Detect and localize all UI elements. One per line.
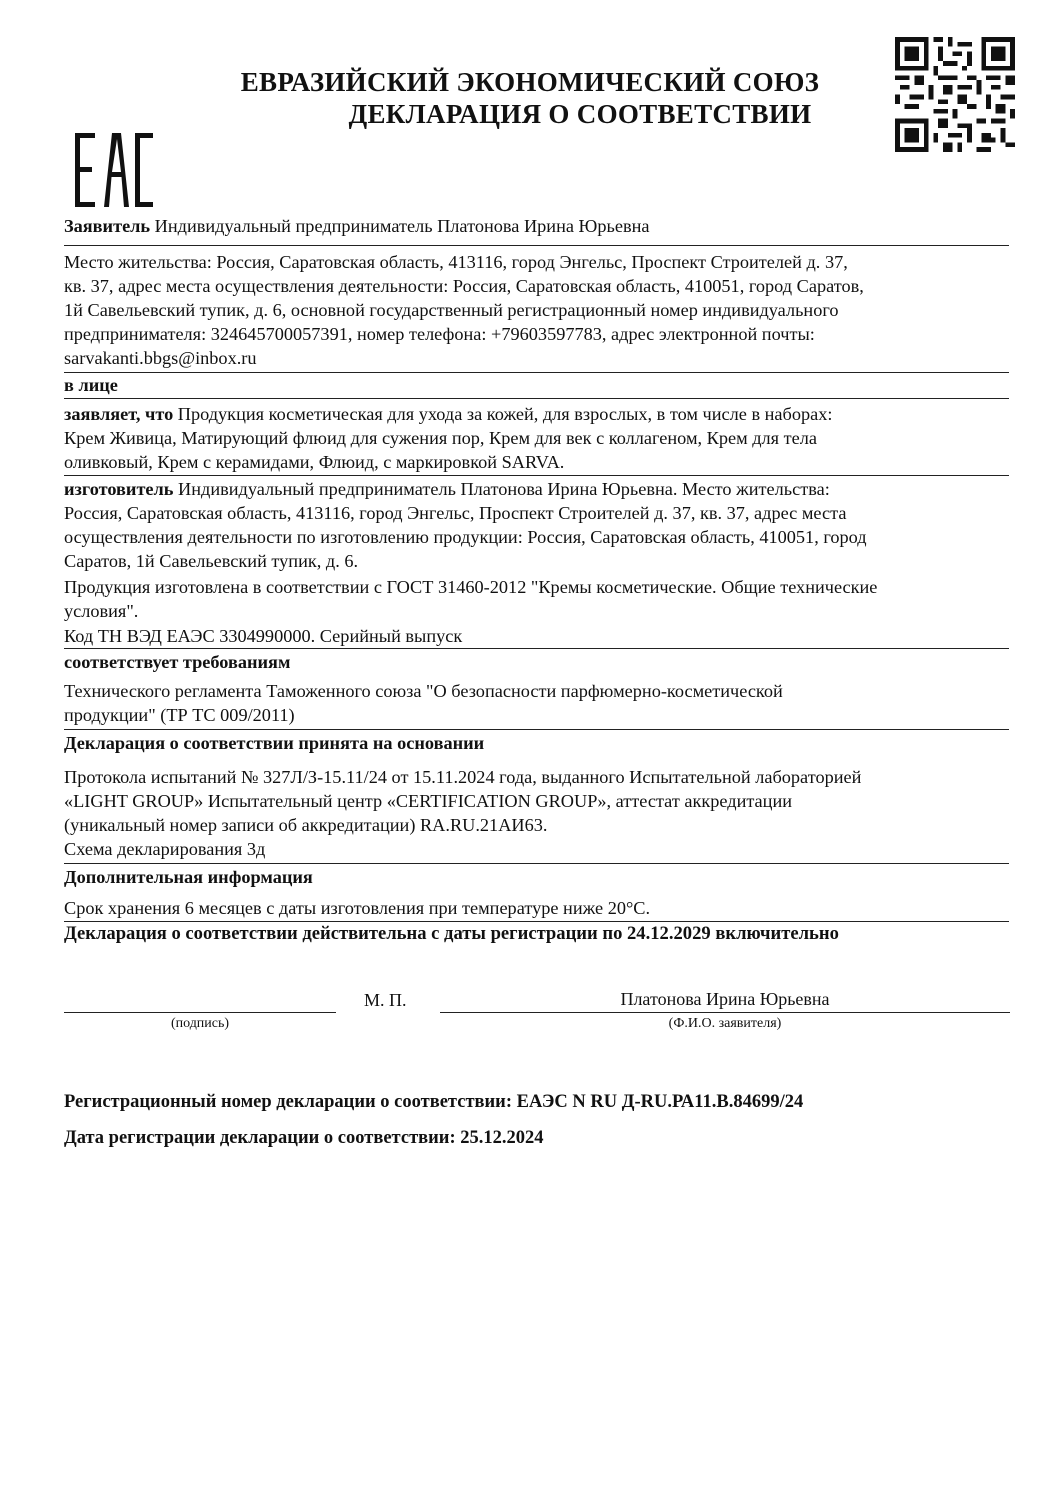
basis-line: (уникальный номер записи об аккредитации) RA.RU.21АИ63.: [64, 815, 548, 835]
union-title: ЕВРАЗИЙСКИЙ ЭКОНОМИЧЕСКИЙ СОЮЗ: [240, 67, 820, 97]
divider: [64, 648, 1009, 649]
manufacturer-line: осуществления деятельности по изготовлению продукции: Россия, Саратовская область, 410051, город: [64, 527, 867, 547]
hs-code: Код ТН ВЭД ЕАЭС 3304990000. Серийный выпуск: [64, 626, 463, 646]
address-line: 1й Савельевский тупик, д. 6, основной государственный регистрационный номер индивидуального: [64, 300, 839, 320]
divider: [64, 863, 1009, 864]
declares-line: заявляет, что Продукция косметическая для ухода за кожей, для взрослых, в том числе в наборах:: [64, 404, 833, 424]
validity-statement: Декларация о соответствии действительна с даты регистрации по 24.12.2029 включительно: [64, 923, 839, 944]
requirements-line: продукции" (ТР ТС 009/2011): [64, 705, 295, 725]
manufacturer-block: [64, 477, 1014, 573]
signature-line: [64, 1012, 336, 1013]
basis-block: [64, 765, 1014, 861]
applicant-value: Индивидуальный предприниматель Платонова Ирина Юрьевна: [150, 216, 650, 236]
eac-mark-icon: [75, 133, 153, 207]
stamp-label: М. П.: [364, 990, 407, 1010]
address-line: предпринимателя: 324645700057391, номер телефона: +79603597783, адрес электронной почты:: [64, 324, 815, 344]
declares-label: заявляет, что: [64, 404, 174, 424]
requirements-line: Технического регламента Таможенного союза "О безопасности парфюмерно-косметической: [64, 681, 783, 701]
declares-line: Крем Живица, Матирующий флюид для сужения пор, Крем для век с коллагеном, Крем для тела: [64, 428, 818, 448]
requirements-block: [64, 679, 1014, 727]
declaration-title: ДЕКЛАРАЦИЯ О СООТВЕТСТВИИ: [348, 99, 812, 129]
manufacturer-line: Саратов, 1й Савельевский тупик, д. 6.: [64, 551, 359, 571]
declares-line: оливковый, Крем с керамидами, Флюид, с маркировкой SARVA.: [64, 452, 565, 472]
signature-caption: (подпись): [170, 1016, 230, 1031]
basis-line: Протокола испытаний № 327Л/З-15.11/24 от 15.11.2024 года, выданного Испытательной лабораторией: [64, 767, 862, 787]
address-block: [64, 250, 1014, 370]
basis-line: Схема декларирования 3д: [64, 839, 266, 859]
registration-number: Регистрационный номер декларации о соответствии: ЕАЭС N RU Д-RU.РА11.В.84699/24: [64, 1092, 804, 1112]
requirements-label: соответствует требованиям: [64, 652, 291, 672]
manufacturer-line: Россия, Саратовская область, 413116, город Энгельс, Проспект Строителей д. 37, кв. 37, адрес места: [64, 503, 847, 523]
applicant-name: Платонова Ирина Юрьевна: [620, 989, 830, 1009]
registration-date: Дата регистрации декларации о соответствии: 25.12.2024: [64, 1128, 544, 1148]
basis-label: Декларация о соответствии принята на основании: [64, 733, 485, 753]
additional-label: Дополнительная информация: [64, 867, 313, 887]
address-line: sarvakanti.bbgs@inbox.ru: [64, 348, 257, 368]
standard-line: условия".: [64, 601, 139, 621]
name-line: [440, 1012, 1010, 1013]
address-line: Место жительства: Россия, Саратовская область, 413116, город Энгельс, Проспект Строителей д. 37,: [64, 252, 848, 272]
standard-block: [64, 575, 1014, 623]
divider: [64, 475, 1009, 476]
manufacturer-line: изготовитель Индивидуальный предприниматель Платонова Ирина Юрьевна. Место жительства:: [64, 479, 830, 499]
applicant-label: Заявитель: [64, 216, 151, 236]
basis-line: «LIGHT GROUP» Испытательный центр «CERTIFICATION GROUP», аттестат аккредитации: [64, 791, 793, 811]
name-caption: (Ф.И.О. заявителя): [668, 1016, 782, 1031]
divider: [64, 245, 1009, 246]
manufacturer-label: изготовитель: [64, 479, 174, 499]
additional-text: Срок хранения 6 месяцев с даты изготовления при температуре ниже 20°С.: [64, 898, 651, 918]
qr-code-icon: [895, 37, 1015, 152]
applicant-line: [64, 214, 1014, 238]
standard-line: Продукция изготовлена в соответствии с ГОСТ 31460-2012 "Кремы косметические. Общие технические: [64, 577, 878, 597]
divider: [64, 398, 1009, 399]
address-line: кв. 37, адрес места осуществления деятельности: Россия, Саратовская область, 410051, город Саратов,: [64, 276, 864, 296]
represented-by-label: в лице: [64, 375, 118, 395]
divider: [64, 729, 1009, 730]
declares-block: [64, 402, 1014, 474]
